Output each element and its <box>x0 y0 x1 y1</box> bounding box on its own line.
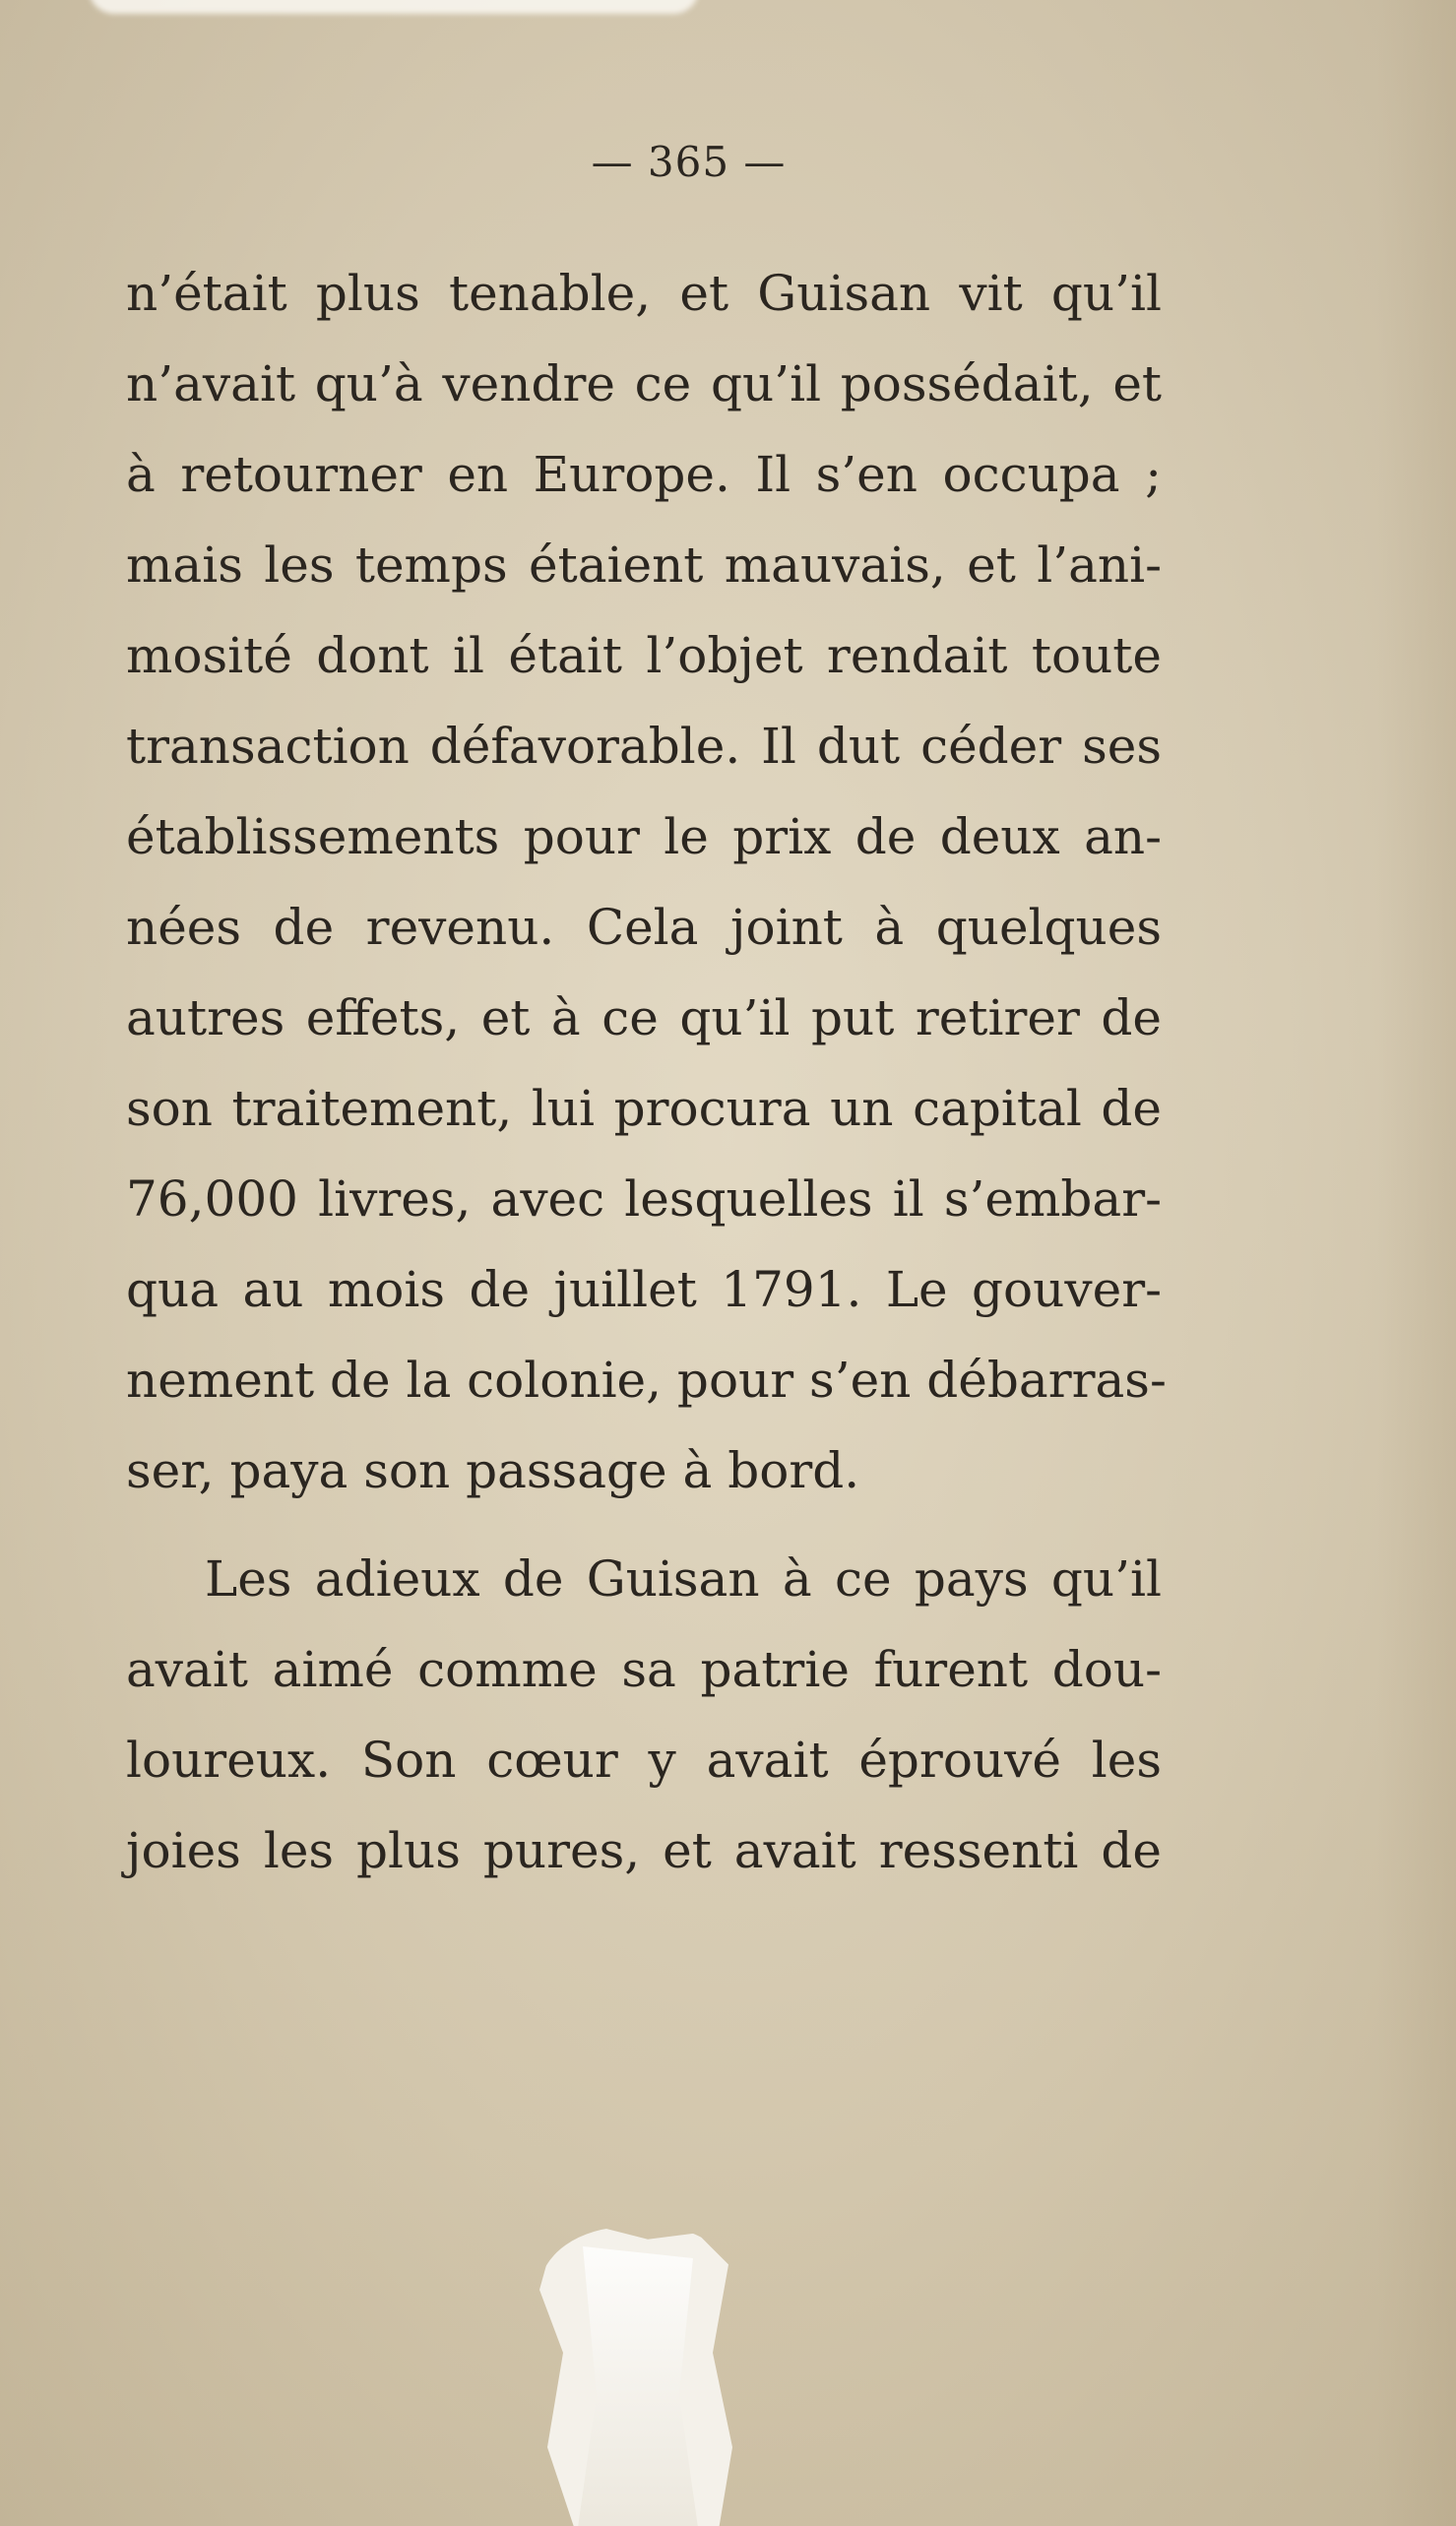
text-line: Les adieux de Guisan à ce pays qu’il <box>205 1550 1162 1608</box>
text-line: nées de revenu. Cela joint à quelques <box>126 899 1162 956</box>
text-line: ser, paya son passage à bord. <box>126 1442 860 1499</box>
paper-stain <box>89 0 699 14</box>
text-line: établissements pour le prix de deux an- <box>126 808 1162 865</box>
text-line: n’avait qu’à vendre ce qu’il possédait, et <box>126 355 1162 412</box>
text-line: mosité dont il était l’objet rendait toute <box>126 627 1162 684</box>
text-line: avait aimé comme sa patrie furent dou- <box>126 1641 1162 1698</box>
body-text <box>126 248 1167 1896</box>
text-line: mais les temps étaient mauvais, et l’ani- <box>126 537 1162 594</box>
page-number: — 365 — <box>591 138 787 186</box>
text-line: à retourner en Europe. Il s’en occupa ; <box>126 446 1162 503</box>
paper-tear <box>539 2227 736 2526</box>
text-line: 76,000 livres, avec lesquelles il s’embar- <box>126 1170 1162 1228</box>
text-line: nement de la colonie, pour s’en débarras- <box>126 1352 1167 1409</box>
text-line: loureux. Son cœur y avait éprouvé les <box>126 1732 1162 1789</box>
text-line: n’était plus tenable, et Guisan vit qu’il <box>126 265 1162 322</box>
text-line: qua au mois de juillet 1791. Le gouver- <box>126 1261 1162 1318</box>
paragraph-gap <box>126 1516 1162 1534</box>
paper-shadow <box>1377 0 1456 2526</box>
text-line: son traitement, lui procura un capital de <box>126 1080 1162 1137</box>
text-line: transaction défavorable. Il dut céder ses <box>126 718 1162 775</box>
text-line: autres effets, et à ce qu’il put retirer de <box>126 989 1162 1046</box>
text-line: joies les plus pures, et avait ressenti de <box>126 1822 1162 1879</box>
